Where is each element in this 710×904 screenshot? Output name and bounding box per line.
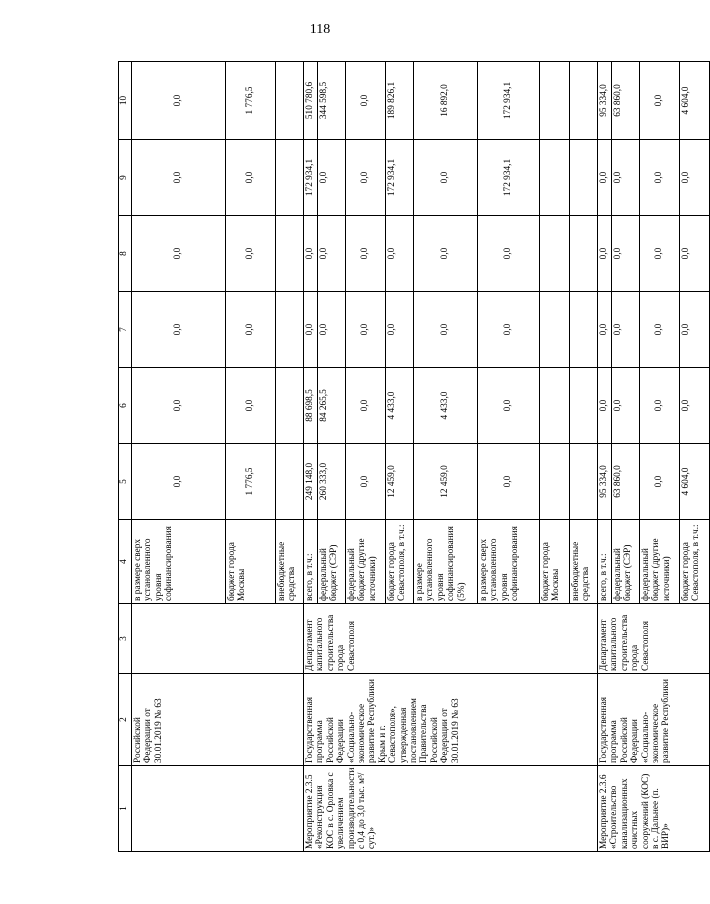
value-cell: 0,0 <box>640 368 680 444</box>
value-cell: 0,0 <box>612 140 640 216</box>
value-cell: 0,0 <box>386 216 414 292</box>
executor-cell <box>132 604 304 674</box>
value-cell: 172 934,1 <box>304 140 318 216</box>
value-cell: 0,0 <box>132 62 226 140</box>
value-cell <box>276 140 304 216</box>
col-header: 4 <box>119 520 132 604</box>
value-cell <box>540 444 570 520</box>
value-cell: 0,0 <box>304 292 318 368</box>
col-header: 2 <box>119 674 132 766</box>
value-cell: 260 333,0 <box>318 444 346 520</box>
value-cell: 0,0 <box>612 216 640 292</box>
value-cell: 0,0 <box>598 292 612 368</box>
value-cell: 0,0 <box>478 292 540 368</box>
value-cell: 0,0 <box>680 140 710 216</box>
value-cell: 0,0 <box>640 216 680 292</box>
value-cell: 189 826,1 <box>386 62 414 140</box>
value-cell: 0,0 <box>132 140 226 216</box>
value-cell <box>540 368 570 444</box>
rotated-table-container <box>118 62 702 852</box>
value-cell <box>570 62 598 140</box>
source-cell: федеральный бюджет (другие источники) <box>346 520 386 604</box>
table-row <box>304 62 318 852</box>
value-cell: 0,0 <box>318 140 346 216</box>
header-row <box>119 62 132 852</box>
value-cell: 0,0 <box>132 444 226 520</box>
value-cell <box>570 292 598 368</box>
source-cell: бюджет города Севастополя, в т.ч.: <box>386 520 414 604</box>
value-cell: 16 892,0 <box>414 62 478 140</box>
page-number: 118 <box>309 22 331 37</box>
value-cell: 0,0 <box>226 368 276 444</box>
value-cell <box>276 368 304 444</box>
table-row <box>132 62 226 852</box>
value-cell: 0,0 <box>598 368 612 444</box>
value-cell: 0,0 <box>346 368 386 444</box>
program-cell: Государственная программа Российской Федерации «Социально-экономическое развитие Республики <box>598 674 710 766</box>
value-cell <box>570 444 598 520</box>
value-cell: 1 776,5 <box>226 62 276 140</box>
source-cell: федеральный бюджет (СЭР) <box>318 520 346 604</box>
source-cell: внебюджетные средства <box>276 520 304 604</box>
col-header: 8 <box>119 216 132 292</box>
value-cell: 0,0 <box>478 444 540 520</box>
value-cell: 0,0 <box>680 368 710 444</box>
value-cell: 4 433,0 <box>386 368 414 444</box>
value-cell <box>276 216 304 292</box>
source-cell: всего, в т.ч.: <box>598 520 612 604</box>
program-cell: Российской Федерации от 30.01.2019 № 63 <box>132 674 304 766</box>
value-cell <box>276 62 304 140</box>
value-cell: 12 459,0 <box>414 444 478 520</box>
col-header: 6 <box>119 368 132 444</box>
value-cell: 0,0 <box>346 62 386 140</box>
value-cell: 0,0 <box>680 292 710 368</box>
value-cell: 0,0 <box>132 368 226 444</box>
value-cell <box>570 140 598 216</box>
value-cell: 0,0 <box>346 292 386 368</box>
value-cell <box>540 140 570 216</box>
value-cell: 0,0 <box>226 292 276 368</box>
executor-cell: Департамент капитального строительства города Севастополя <box>598 604 710 674</box>
value-cell <box>276 444 304 520</box>
value-cell: 12 459,0 <box>386 444 414 520</box>
executor-cell: Департамент капитального строительства города Севастополя <box>304 604 598 674</box>
col-header: 1 <box>119 766 132 852</box>
source-cell: федеральный бюджет (СЭР) <box>612 520 640 604</box>
value-cell: 172 934,1 <box>478 140 540 216</box>
value-cell <box>276 292 304 368</box>
source-cell: бюджет города Москвы <box>226 520 276 604</box>
source-cell: бюджет города Севастополя, в т.ч.: <box>680 520 710 604</box>
value-cell: 88 698,5 <box>304 368 318 444</box>
source-cell: в размере установленного уровня софинансирования (5%) <box>414 520 478 604</box>
value-cell: 0,0 <box>346 216 386 292</box>
value-cell: 0,0 <box>414 216 478 292</box>
value-cell: 95 334,0 <box>598 62 612 140</box>
value-cell: 0,0 <box>414 292 478 368</box>
source-cell: в размере сверх установленного уровня софинансирования <box>478 520 540 604</box>
value-cell: 95 334,0 <box>598 444 612 520</box>
value-cell: 0,0 <box>304 216 318 292</box>
value-cell <box>540 216 570 292</box>
value-cell <box>570 368 598 444</box>
value-cell: 0,0 <box>612 368 640 444</box>
value-cell: 0,0 <box>346 444 386 520</box>
col-header: 7 <box>119 292 132 368</box>
value-cell: 0,0 <box>318 292 346 368</box>
value-cell: 0,0 <box>640 292 680 368</box>
value-cell: 344 598,5 <box>318 62 346 140</box>
value-cell: 0,0 <box>346 140 386 216</box>
value-cell: 1 776,5 <box>226 444 276 520</box>
source-cell: федеральный бюджет (другие источники) <box>640 520 680 604</box>
budget-table <box>118 61 710 852</box>
value-cell: 0,0 <box>612 292 640 368</box>
value-cell: 0,0 <box>226 216 276 292</box>
table-row <box>598 62 612 852</box>
value-cell: 0,0 <box>386 292 414 368</box>
value-cell: 0,0 <box>226 140 276 216</box>
value-cell <box>540 62 570 140</box>
col-header: 5 <box>119 444 132 520</box>
source-cell: в размере сверх установленного уровня софинансирования <box>132 520 226 604</box>
col-header: 3 <box>119 604 132 674</box>
value-cell: 172 934,1 <box>386 140 414 216</box>
value-cell: 0,0 <box>478 368 540 444</box>
value-cell: 0,0 <box>640 140 680 216</box>
value-cell: 0,0 <box>598 140 612 216</box>
value-cell: 0,0 <box>640 444 680 520</box>
value-cell: 0,0 <box>680 216 710 292</box>
value-cell: 0,0 <box>640 62 680 140</box>
value-cell: 4 433,0 <box>414 368 478 444</box>
value-cell: 172 934,1 <box>478 62 540 140</box>
source-cell: всего, в т.ч.: <box>304 520 318 604</box>
source-cell: внебюджетные средства <box>570 520 598 604</box>
value-cell: 84 265,5 <box>318 368 346 444</box>
col-header: 9 <box>119 140 132 216</box>
value-cell: 0,0 <box>318 216 346 292</box>
value-cell: 4 604,0 <box>680 62 710 140</box>
value-cell: 0,0 <box>132 292 226 368</box>
source-cell: бюджет города Москвы <box>540 520 570 604</box>
program-cell: Государственная программа Российской Федерации «Социально-экономическое развитие Республики Крым и г. Севастополя», утвержденная постановлением Правительства Российской Федерации от 30.01.2019 № 63 <box>304 674 598 766</box>
value-cell: 510 780,6 <box>304 62 318 140</box>
value-cell <box>540 292 570 368</box>
value-cell: 0,0 <box>478 216 540 292</box>
value-cell: 0,0 <box>132 216 226 292</box>
value-cell: 63 860,0 <box>612 444 640 520</box>
measure-name-cell <box>132 766 304 852</box>
value-cell: 63 860,0 <box>612 62 640 140</box>
value-cell: 0,0 <box>414 140 478 216</box>
measure-name-cell: Мероприятие 2.3.6 «Строительство канализационных очистных сооружений (КОС) в с. Дальнее (п. ВИР)» <box>598 766 710 852</box>
value-cell: 4 604,0 <box>680 444 710 520</box>
value-cell <box>570 216 598 292</box>
value-cell: 0,0 <box>598 216 612 292</box>
measure-name-cell: Мероприятие 2.3.5 «Реконструкция КОС в с. Орловка с увеличением производительности с 0,4 до 3,0 тыс. м³/сут.)» <box>304 766 598 852</box>
table-viewport <box>118 62 702 852</box>
value-cell: 249 148,0 <box>304 444 318 520</box>
col-header: 10 <box>119 62 132 140</box>
